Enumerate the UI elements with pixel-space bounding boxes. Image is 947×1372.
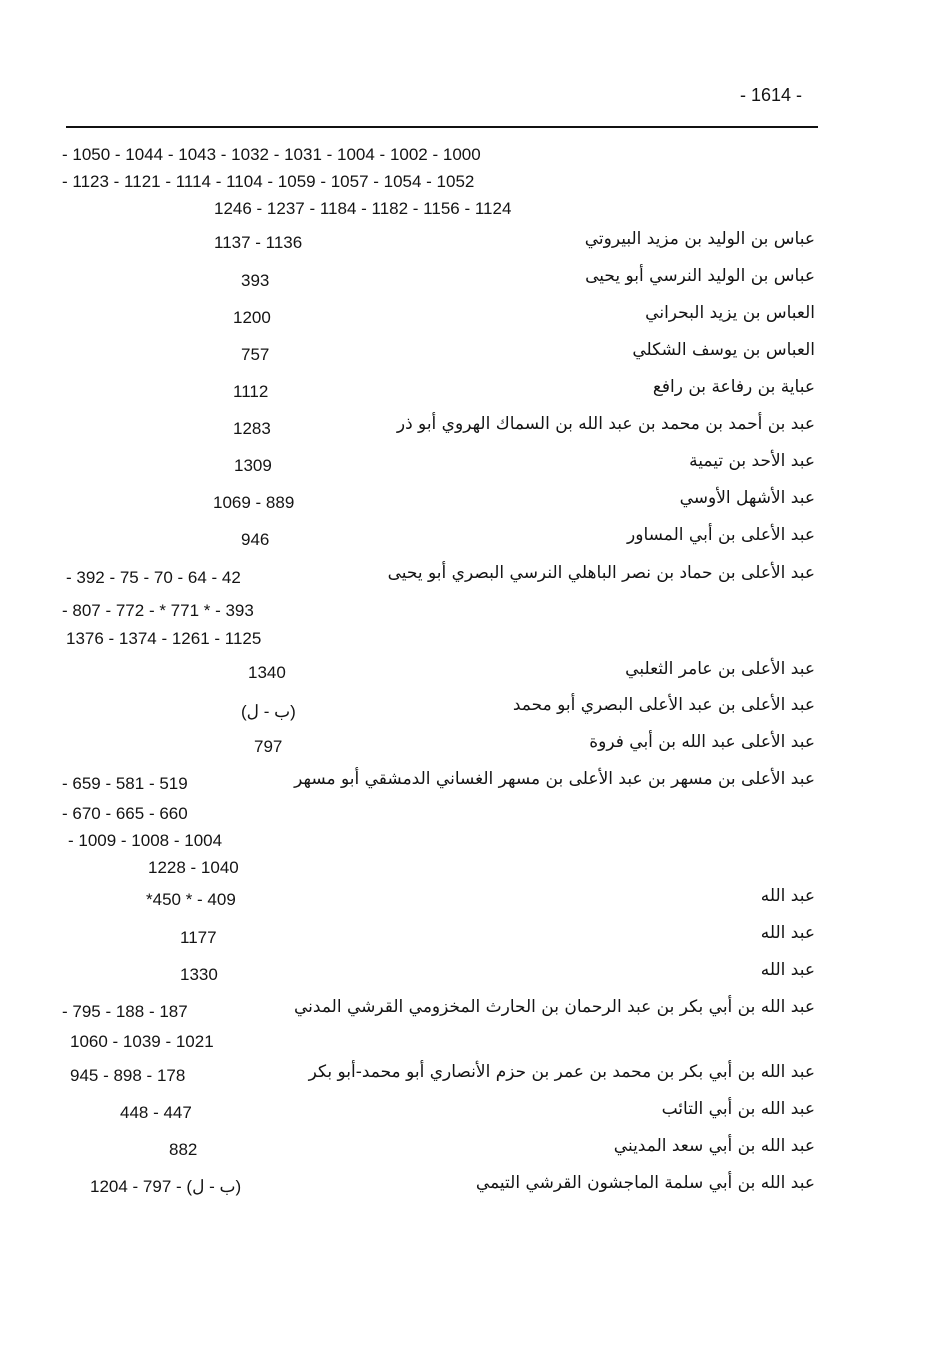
entry-refs: 1177 [180,928,217,947]
continuation-line: 1246 - 1237 - 1184 - 1182 - 1156 - 1124 [214,199,512,218]
entry-name: عبد الله [760,923,815,943]
entry-name: عبد الأعلى عبد الله بن أبي فروة [589,732,815,752]
entry-refs: 1376 - 1374 - 1261 - 1125 [66,629,262,648]
entry-name: عبد الأشهل الأوسي [679,488,815,508]
entry-name: عبد الأعلى بن عبد الأعلى البصري أبو محمد [512,695,815,715]
entry-refs: 1069 - 889 [213,493,295,512]
entry-name: عبد الأعلى بن حماد بن نصر الباهلي النرسي البصري أبو يحيى [387,563,815,583]
entry-refs: 1340 [248,663,286,682]
entry-refs: 1330 [180,965,218,984]
entry-name: عبد الله [760,960,815,980]
entry-refs: - 1009 - 1008 - 1004 [68,831,223,850]
entry-name: عبد الأحد بن تيمية [689,451,815,471]
continuation-line: - 1123 - 1121 - 1114 - 1104 - 1059 - 1057 - 1054 - 1052 [62,172,475,191]
entry-name: عبد الله [760,886,815,906]
entry-name: العباس بن يزيد البحراني [645,303,815,323]
entry-refs: 1204 - 797 - (ب - ل) [90,1177,242,1196]
header-rule [66,126,818,128]
entry-name: عبد الأعلى بن أبي المساور [627,525,815,545]
entry-refs: 1200 [233,308,271,327]
entry-refs: 393 [241,271,270,290]
entry-name: عبد الأعلى بن عامر الثعلبي [625,659,815,679]
entry-refs: 945 - 898 - 178 [70,1066,186,1085]
entry-name: عبد بن أحمد بن محمد بن عبد الله بن السماك الهروي أبو ذر [396,414,815,434]
entry-name: العباس بن يوسف الشكلي [632,340,815,360]
entry-refs: 797 [254,737,283,756]
entry-refs: 757 [241,345,270,364]
entry-refs: - 659 - 581 - 519 [62,774,188,793]
entry-refs: - 392 - 75 - 70 - 64 - 42 [66,568,241,587]
entry-refs: - 670 - 665 - 660 [62,804,188,823]
entry-name: عبد الأعلى بن مسهر بن عبد الأعلى بن مسهر الغساني الدمشقي أبو مسهر [294,769,815,789]
entry-refs: 1112 [233,382,269,401]
entry-name: عبد الله بن أبي بكر بن محمد بن عمر بن حزم الأنصاري أبو محمد-أبو بكر [308,1062,815,1082]
entry-refs: 1283 [233,419,271,438]
entry-name: عباس بن الوليد بن مزيد البيروتي [584,229,815,249]
entry-refs: 1309 [234,456,272,475]
entry-refs: 1137 - 1136 [214,233,303,252]
entry-refs: 882 [169,1140,198,1159]
entry-refs: 448 - 447 [120,1103,192,1122]
page-number: - 1614 - [740,85,803,105]
entry-refs: 1060 - 1039 - 1021 [70,1032,214,1051]
continuation-line: - 1050 - 1044 - 1043 - 1032 - 1031 - 1004 - 1002 - 1000 [62,145,481,164]
entry-name: عباية بن رفاعة بن رافع [652,377,815,397]
entry-refs: - 795 - 188 - 187 [62,1002,188,1021]
entry-name: عبد الله بن أبي بكر بن عبد الرحمان بن الحارث المخزومي القرشي المدني [294,997,815,1017]
entry-refs: *450 * - 409 [146,890,236,909]
entry-name: عباس بن الوليد النرسي أبو يحيى [585,266,815,286]
entry-name: عبد الله بن أبي سلمة الماجشون القرشي التيمي [475,1173,815,1193]
entry-name: عبد الله بن أبي سعد المديني [613,1136,815,1156]
entry-name: عبد الله بن أبي التائب [661,1099,815,1119]
entry-refs: 946 [241,530,270,549]
entry-refs: - 807 - 772 - * 771 * - 393 [62,601,254,620]
entry-refs: (ب - ل) [241,702,296,721]
entry-refs: 1228 - 1040 [148,858,239,877]
